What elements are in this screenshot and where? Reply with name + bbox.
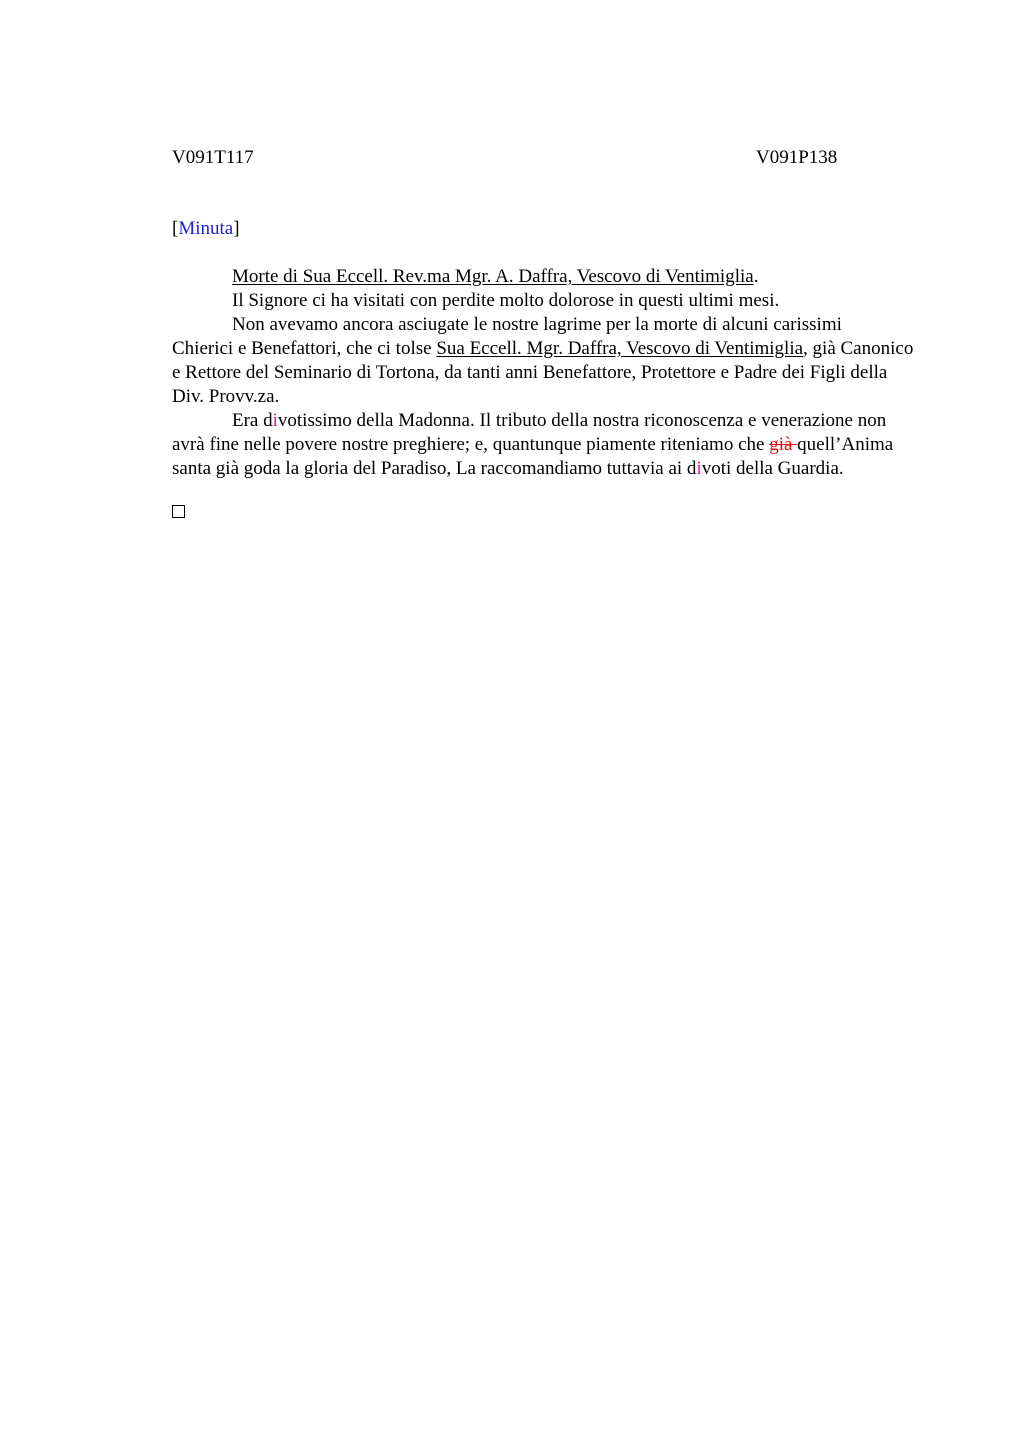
minuta-text: Minuta <box>178 218 234 239</box>
paragraph-2 <box>172 313 917 409</box>
minuta-close-bracket: ] <box>233 218 240 239</box>
minuta-open-bracket: [ <box>172 218 179 239</box>
document-title-period: . <box>753 266 759 287</box>
document-code-left: V091T117 <box>172 147 254 168</box>
document-title-text: Morte di Sua Eccell. Rev.ma Mgr. A. Daffra, Vescovo di Ventimiglia <box>232 266 754 287</box>
paragraph-2-line-1: Non avevamo ancora asciugate le nostre lagrime per la morte di alcuni carissimi <box>232 314 842 335</box>
paragraph-3-part-2: votissimo della Madonna. Il tributo della nostra riconoscenza e venerazione non avrà fine nelle povere nostre preghiere; e, quantunque piamente riteniamo che <box>172 410 887 455</box>
paragraph-3-deletion: già <box>769 434 798 455</box>
paragraph-3-correction-2: i <box>696 458 702 479</box>
document-title <box>172 265 917 289</box>
paragraph-2-intro: Chierici e Benefattori, che ci tolse <box>172 338 437 359</box>
paragraph-3 <box>172 409 917 481</box>
empty-square-icon <box>172 505 185 518</box>
paragraph-3-part-4: voti della Guardia. <box>701 458 844 479</box>
document-code-right: V091P138 <box>756 147 838 168</box>
document-body <box>172 265 917 481</box>
paragraph-3-part-3: quell’Anima santa già goda la gloria del Paradiso, La raccomandiamo tuttavia ai d <box>172 434 894 479</box>
paragraph-3-correction-1: i <box>272 410 278 431</box>
paragraph-2-rest: , già Canonico e Rettore del Seminario di Tortona, da tanti anni Benefattore, Protettore e Padre dei Figli della Div. Provv.za. <box>172 338 914 407</box>
paragraph-2-underlined-name: Sua Eccell. Mgr. Daffra, Vescovo di Ventimiglia <box>436 338 804 359</box>
paragraph-3-part-1: Era d <box>232 410 273 431</box>
paragraph-1: Il Signore ci ha visitati con perdite molto dolorose in questi ultimi mesi. <box>232 290 780 311</box>
minuta-label <box>172 217 240 241</box>
